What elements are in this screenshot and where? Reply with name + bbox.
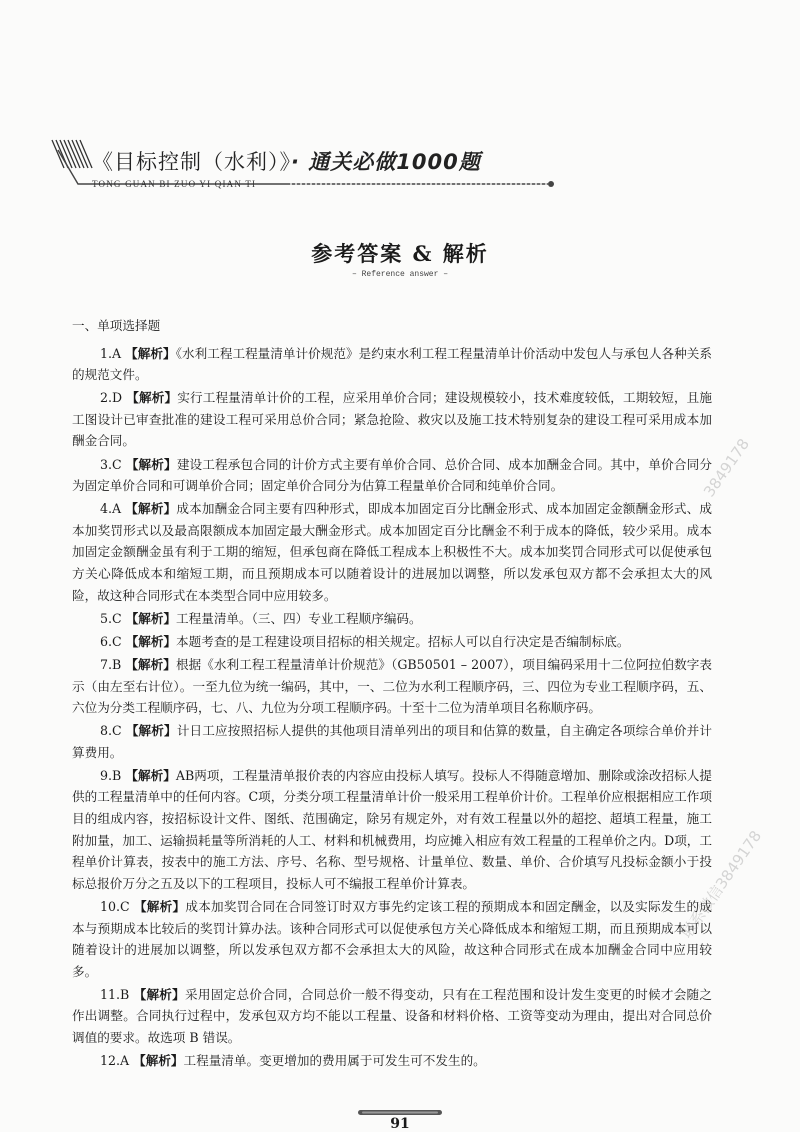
analysis-tag: 【解析】 bbox=[125, 610, 177, 626]
analysis-tag: 【解析】 bbox=[133, 1053, 184, 1069]
answer-number: 12.A bbox=[100, 1053, 130, 1069]
answer-item bbox=[72, 896, 712, 982]
answer-number: 8.C bbox=[100, 723, 122, 739]
answer-text: 根据《水利工程工程量清单计价规范》（GB50501 – 2007），项目编码采用十二位阿拉伯数字表示（由左至右计位）。一至九位为统一编码，其中，一、二位为水利工程顺序码，三、四位为专业工程顺序码，五、六位为分类工程顺序码，七、八、九位为分项工程顺序码。十至十二位为清单项目名称顺序码。 bbox=[72, 656, 712, 716]
analysis-tag: 【解析】 bbox=[125, 633, 177, 649]
answer-number: 9.B bbox=[100, 767, 122, 783]
analysis-tag: 【解析】 bbox=[126, 390, 178, 406]
analysis-tag: 【解析】 bbox=[125, 345, 176, 361]
answer-number: 3.C bbox=[100, 456, 122, 472]
answer-text: 计日工应按照招标人提供的其他项目清单列出的项目和估算的数量，自主确定各项综合单价并计算费用。 bbox=[72, 723, 713, 760]
answer-number: 2.D bbox=[100, 390, 123, 406]
answer-item bbox=[72, 608, 712, 630]
analysis-tag: 【解析】 bbox=[125, 723, 177, 739]
book-title-subtitle: · 通关必做1000题 bbox=[291, 150, 481, 174]
answer-item bbox=[72, 454, 712, 497]
answer-text: 工程量清单。变更增加的费用属于可发生可不发生的。 bbox=[183, 1053, 486, 1069]
answer-text: 本题考查的是工程建设项目招标的相关规定。招标人可以自行决定是否编制标底。 bbox=[176, 633, 630, 649]
answer-text: 实行工程量清单计价的工程，应采用单价合同；建设规模较小，技术难度较低，工期较短，且施工图设计已审查批准的建设工程可采用总价合同；紧急抢险、救灾以及施工技术特别复杂的建设工程可采用成本加酬金合同。 bbox=[72, 390, 713, 449]
answer-item bbox=[72, 720, 712, 763]
book-title bbox=[92, 146, 481, 176]
answer-item bbox=[72, 498, 712, 606]
page-number: 91 bbox=[390, 1116, 410, 1132]
answer-number: 1.A bbox=[100, 345, 122, 361]
page-heading: 参考答案 & 解析 bbox=[311, 241, 489, 266]
book-pinyin: TONG GUAN BI ZUO YI QIAN TI bbox=[92, 179, 257, 189]
analysis-tag: 【解析】 bbox=[125, 656, 176, 672]
analysis-tag: 【解析】 bbox=[125, 456, 177, 472]
answer-text: AB两项，工程量清单报价表的内容应由投标人填写。投标人不得随意增加、删除或涂改招标人提供的工程量清单中的任何内容。C项，分类分项工程量清单计价一般采用工程单价计价。工程单价应根据相应工作项目的组成内容，按招标设计文件、图纸、范围确定，除另有规定外，对有效工程量以外的超挖、超填工程量，施工附加量，加工、运输损耗量等所消耗的人工、材料和机械费用，均应摊入相应有效工程量的工程单价之内。D项，工程单价计算表，按表中的施工方法、序号、名称、型号规格、计量单位、数量、单价、合价填写凡投标金额小于投标总报价万分之五及以下的工程项目，投标人可不编报工程单价计算表。 bbox=[72, 767, 713, 891]
page-footer bbox=[340, 1108, 460, 1132]
answer-text: 《水利工程工程量清单计价规范》是约束水利工程工程量清单计价活动中发包人与承包人各种关系的规范文件。 bbox=[72, 345, 712, 383]
answer-text: 建设工程承包合同的计价方式主要有单价合同、总价合同、成本加酬金合同。其中，单价合同分为固定单价合同和可调单价合同；固定单价合同分为估算工程量单价合同和纯单价合同。 bbox=[72, 456, 713, 494]
stripes-ornament bbox=[52, 140, 92, 168]
header-rule-dot bbox=[548, 181, 554, 187]
answer-item bbox=[72, 343, 712, 386]
answer-content bbox=[72, 315, 712, 1073]
answer-item bbox=[72, 765, 712, 895]
answer-text: 成本加奖罚合同在合同签订时双方事先约定该工程的预期成本和固定酬金，以及实际发生的成本与预期成本比较后的奖罚计算办法。该种合同形式可以促使承包方关心降低成本和缩短工期，而且预期成本可以随着设计的进展加以调整，所以发承包双方都不会承担太大的风险，故这种合同形式在成本加酬金合同中应用较多。 bbox=[72, 898, 712, 979]
answer-number: 7.B bbox=[100, 656, 122, 672]
analysis-tag: 【解析】 bbox=[133, 898, 186, 914]
watermark-upper: 3849178 bbox=[700, 435, 754, 501]
answer-item bbox=[72, 984, 712, 1049]
answer-item bbox=[72, 631, 712, 653]
answer-item bbox=[72, 1050, 712, 1072]
book-title-main: 《目标控制（水利）》 bbox=[92, 150, 291, 174]
analysis-tag: 【解析】 bbox=[125, 501, 177, 517]
answer-item bbox=[72, 387, 712, 452]
answer-number: 11.B bbox=[100, 986, 130, 1002]
analysis-tag: 【解析】 bbox=[125, 767, 176, 783]
answer-text: 采用固定总价合同，合同总价一般不得变动，只有在工程范围和设计发生变更的时候才会随之作出调整。合同执行过程中，发承包双方均不能以工程量、设备和材料价格、工资等变动为理由，提出对合同总价调值的要求。故选项 B 错误。 bbox=[72, 986, 713, 1045]
answer-text: 工程量清单。（三、四）专业工程顺序编码。 bbox=[176, 610, 422, 626]
answer-number: 10.C bbox=[100, 898, 130, 914]
answer-item bbox=[72, 654, 712, 719]
answer-number: 6.C bbox=[100, 633, 122, 649]
answer-number: 4.A bbox=[100, 501, 122, 517]
page-heading-english: – Reference answer – bbox=[351, 270, 448, 279]
answer-text: 成本加酬金合同主要有四种形式，即成本加固定百分比酬金形式、成本加固定金额酬金形式、成本加奖罚形式以及最高限额成本加固定最大酬金形式。成本加固定百分比酬金不利于成本的降低，较少采用。成本加固定金额酬金虽有利于工期的缩短，但承包商在降低工程成本上积极性不大。成本加奖罚合同形式可以促使承包方关心降低成本和缩短工期，而且预期成本可以随着设计的进展加以调整，所以发承包双方都不会承担太大的风险，故这种合同形式在本类型合同中应用较多。 bbox=[72, 501, 712, 603]
answer-number: 5.C bbox=[100, 610, 122, 626]
section-title: 一、单项选择题 bbox=[72, 318, 161, 333]
analysis-tag: 【解析】 bbox=[133, 986, 186, 1002]
watermark-lower: 联系微信3849178 bbox=[677, 827, 766, 942]
